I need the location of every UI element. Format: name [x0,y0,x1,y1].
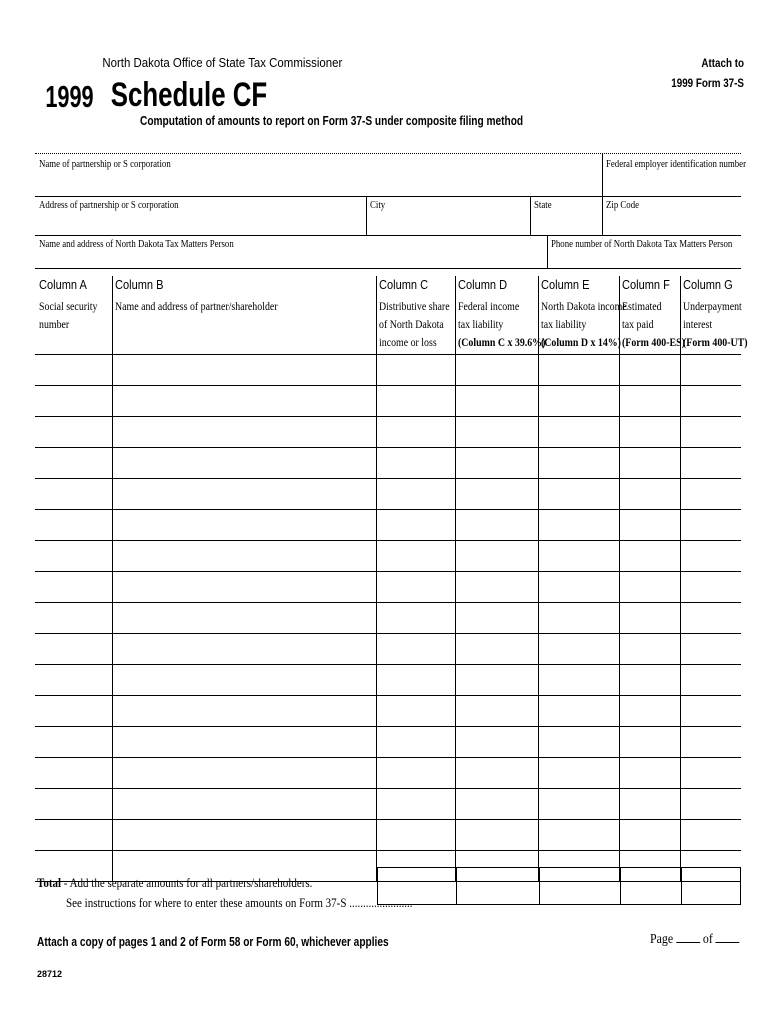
entry-cell-column-f[interactable] [619,696,681,726]
entry-cell-column-d[interactable] [455,665,539,695]
entity-address-field[interactable]: Address of partnership or S corporation [39,200,179,211]
entry-cell-column-c[interactable] [376,820,456,850]
entry-cell-column-f[interactable] [619,479,681,509]
entry-cell-column-c[interactable] [376,634,456,664]
fein-field[interactable]: Federal employer identification number [606,159,747,170]
entry-cell-column-a[interactable] [35,510,112,540]
column-a-description: Social security number [39,301,98,331]
entry-cell-column-f[interactable] [619,510,681,540]
column-separator [112,276,113,354]
entry-cell-column-a[interactable] [35,479,112,509]
entry-cell-column-f[interactable] [619,448,681,478]
entry-cell-column-e[interactable] [538,603,620,633]
entry-cell-column-f[interactable] [619,603,681,633]
column-separator [538,276,539,354]
column-g-description: Underpayment interest (Form 400-UT) [683,301,748,349]
entry-cell-column-b[interactable] [112,510,377,540]
form-subtitle: Computation of amounts to report on Form 37-S under composite filing method [140,113,524,128]
entry-cell-column-d[interactable] [455,727,539,757]
entry-cell-column-a[interactable] [35,820,112,850]
entry-cell-column-g[interactable] [680,572,742,602]
partner-row [35,602,741,633]
entry-cell-column-b[interactable] [112,417,377,447]
entry-cell-column-g[interactable] [680,789,742,819]
partner-row [35,509,741,540]
entry-cell-column-e[interactable] [538,634,620,664]
entry-cell-column-d[interactable] [455,603,539,633]
entry-cell-column-a[interactable] [35,789,112,819]
total-column-d[interactable] [456,868,457,904]
partner-row [35,478,741,509]
entry-cell-column-c[interactable] [376,758,456,788]
tax-matters-person-field[interactable]: Name and address of North Dakota Tax Matters Person [39,239,234,250]
entry-cell-column-b[interactable] [112,479,377,509]
entry-cell-column-b[interactable] [112,696,377,726]
entry-cell-column-e[interactable] [538,727,620,757]
phone-field[interactable]: Phone number of North Dakota Tax Matters Person [551,239,733,250]
entry-cell-column-d[interactable] [455,386,539,416]
entry-cell-column-b[interactable] [112,603,377,633]
partner-entry-grid [35,354,741,882]
entry-cell-column-g[interactable] [680,665,742,695]
entry-cell-column-b[interactable] [112,541,377,571]
entry-cell-column-e[interactable] [538,448,620,478]
field-divider [602,196,603,235]
entry-cell-column-d[interactable] [455,696,539,726]
entry-cell-column-b[interactable] [112,727,377,757]
page-number: Page of [650,932,740,948]
entry-cell-column-e[interactable] [538,479,620,509]
total-column-g[interactable] [681,868,682,904]
entry-cell-column-b[interactable] [112,572,377,602]
entry-cell-column-d[interactable] [455,417,539,447]
entry-cell-column-e[interactable] [538,417,620,447]
entry-cell-column-e[interactable] [538,541,620,571]
entry-cell-column-f[interactable] [619,386,681,416]
row-divider [35,268,741,269]
entry-cell-column-d[interactable] [455,789,539,819]
total-column-f[interactable] [620,868,621,904]
form-number: 28712 [37,969,63,979]
attach-form-label: 1999 Form 37-S [671,76,744,90]
entry-cell-column-c[interactable] [376,541,456,571]
top-divider [35,153,741,154]
entry-cell-column-c[interactable] [376,355,456,385]
city-field[interactable]: City [370,200,386,211]
entry-cell-column-c[interactable] [376,479,456,509]
column-separator [680,276,681,354]
entry-cell-column-b[interactable] [112,634,377,664]
attach-to-label: Attach to [701,56,744,70]
entry-cell-column-g[interactable] [680,355,742,385]
entry-cell-column-d[interactable] [455,448,539,478]
attach-copy-note: Attach a copy of pages 1 and 2 of Form 58 or Form 60, whichever applies [37,934,389,949]
total-column-e[interactable] [539,868,540,904]
partner-row [35,757,741,788]
column-b-description: Name and address of partner/shareholder [115,301,278,313]
zip-field[interactable]: Zip Code [606,200,639,211]
entry-cell-column-f[interactable] [619,541,681,571]
entry-cell-column-g[interactable] [680,820,742,850]
entry-cell-column-d[interactable] [455,572,539,602]
entry-cell-column-e[interactable] [538,758,620,788]
entry-cell-column-b[interactable] [112,448,377,478]
entry-cell-column-a[interactable] [35,758,112,788]
entry-cell-column-f[interactable] [619,417,681,447]
column-f-description: Estimated tax paid (Form 400-ES) [622,301,685,349]
entry-cell-column-f[interactable] [619,634,681,664]
row-divider [35,196,741,197]
entry-cell-column-g[interactable] [680,386,742,416]
entry-cell-column-c[interactable] [376,386,456,416]
entry-cell-column-b[interactable] [112,665,377,695]
entry-cell-column-c[interactable] [376,448,456,478]
partner-row [35,416,741,447]
entry-cell-column-e[interactable] [538,355,620,385]
entry-cell-column-a[interactable] [35,665,112,695]
entry-cell-column-g[interactable] [680,696,742,726]
entry-cell-column-a[interactable] [35,541,112,571]
entry-cell-column-a[interactable] [35,603,112,633]
partner-row [35,354,741,385]
entry-cell-column-g[interactable] [680,758,742,788]
entry-cell-column-a[interactable] [35,634,112,664]
column-g-heading: Column G [683,277,733,292]
entry-cell-column-a[interactable] [35,417,112,447]
form-title: Schedule CF [110,76,268,114]
column-e-heading: Column E [541,277,590,292]
totals-row [377,867,741,905]
column-f-heading: Column F [622,277,670,292]
entry-cell-column-d[interactable] [455,820,539,850]
entry-cell-column-g[interactable] [680,634,742,664]
entry-cell-column-f[interactable] [619,572,681,602]
entry-cell-column-b[interactable] [112,820,377,850]
tax-year: 1999 [45,79,94,114]
column-d-heading: Column D [458,277,508,292]
column-b-heading: Column B [115,277,164,292]
entry-cell-column-c[interactable] [376,417,456,447]
entry-cell-column-b[interactable] [112,355,377,385]
total-where-to-enter: See instructions for where to enter these amounts on Form 37-S ....................... [66,896,413,910]
column-c-heading: Column C [379,277,429,292]
entry-cell-column-c[interactable] [376,603,456,633]
entry-cell-column-f[interactable] [619,665,681,695]
field-divider [366,196,367,235]
entry-cell-column-g[interactable] [680,603,742,633]
column-c-description: Distributive share of North Dakota income or loss [379,301,450,349]
entry-cell-column-d[interactable] [455,634,539,664]
page-number-field[interactable] [676,942,700,943]
entry-cell-column-d[interactable] [455,541,539,571]
entry-cell-column-e[interactable] [538,510,620,540]
entry-cell-column-g[interactable] [680,510,742,540]
entry-cell-column-g[interactable] [680,541,742,571]
entry-cell-column-d[interactable] [455,479,539,509]
field-divider [602,153,603,196]
entry-cell-column-c[interactable] [376,510,456,540]
entry-cell-column-a[interactable] [35,355,112,385]
entry-cell-column-b[interactable] [112,789,377,819]
entry-cell-column-e[interactable] [538,696,620,726]
entry-cell-column-c[interactable] [376,665,456,695]
partner-row [35,571,741,602]
partner-row [35,664,741,695]
entry-cell-column-f[interactable] [619,758,681,788]
total-instruction: Total - Add the separate amounts for all partners/shareholders. [37,876,313,890]
column-separator [376,276,377,354]
column-e-description: North Dakota income tax liability (Column D x 14%) [541,301,627,349]
entry-cell-column-c[interactable] [376,696,456,726]
entry-cell-column-b[interactable] [112,386,377,416]
entry-cell-column-e[interactable] [538,820,620,850]
entry-cell-column-g[interactable] [680,417,742,447]
entity-name-field[interactable]: Name of partnership or S corporation [39,159,171,170]
entry-cell-column-c[interactable] [376,572,456,602]
field-divider [530,196,531,235]
partner-row [35,447,741,478]
partner-row [35,385,741,416]
entry-cell-column-f[interactable] [619,820,681,850]
partner-row [35,726,741,757]
entry-cell-column-d[interactable] [455,758,539,788]
partner-row [35,819,741,850]
entry-cell-column-g[interactable] [680,448,742,478]
entry-cell-column-a[interactable] [35,386,112,416]
row-divider [35,235,741,236]
entry-cell-column-d[interactable] [455,510,539,540]
entry-cell-column-f[interactable] [619,355,681,385]
column-a-heading: Column A [39,277,87,292]
field-divider [547,235,548,268]
entry-cell-column-b[interactable] [112,758,377,788]
entry-cell-column-a[interactable] [35,696,112,726]
column-separator [455,276,456,354]
entry-cell-column-c[interactable] [376,727,456,757]
entry-cell-column-e[interactable] [538,665,620,695]
column-d-description: Federal income tax liability (Column C x 39.6%) [458,301,546,349]
entry-cell-column-d[interactable] [455,355,539,385]
entry-cell-column-g[interactable] [680,479,742,509]
partner-row [35,540,741,571]
entry-cell-column-g[interactable] [680,727,742,757]
entry-cell-column-e[interactable] [538,789,620,819]
entry-cell-column-c[interactable] [376,789,456,819]
page-count-field[interactable] [716,942,740,943]
entry-cell-column-f[interactable] [619,789,681,819]
entry-cell-column-e[interactable] [538,572,620,602]
column-separator [619,276,620,354]
entry-cell-column-a[interactable] [35,448,112,478]
partner-row [35,788,741,819]
partner-row [35,695,741,726]
entry-cell-column-a[interactable] [35,727,112,757]
state-field[interactable]: State [534,200,552,211]
entry-cell-column-f[interactable] [619,727,681,757]
partner-row [35,633,741,664]
entry-cell-column-e[interactable] [538,386,620,416]
agency-name: North Dakota Office of State Tax Commissioner [102,55,343,70]
entry-cell-column-a[interactable] [35,572,112,602]
